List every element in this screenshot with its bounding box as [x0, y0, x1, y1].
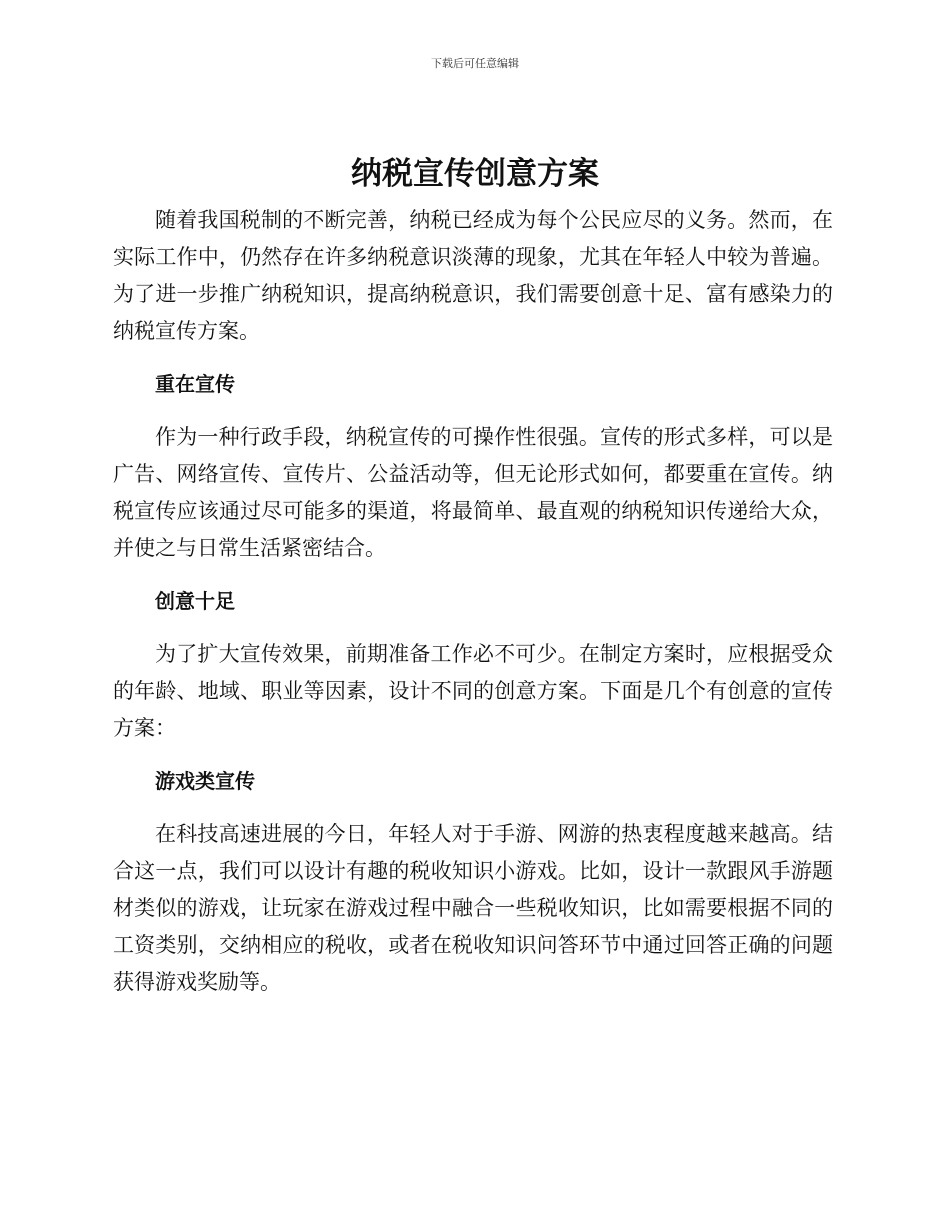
- section-heading-games: 游戏类宣传: [155, 769, 255, 793]
- document-body: [113, 202, 833, 1001]
- section-paragraph-publicity: 作为一种行政手段，纳税宣传的可操作性很强。宣传的形式多样，可以是广告、网络宣传、宣传片、公益活动等，但无论形式如何，都要重在宣传。纳税宣传应该通过尽可能多的渠道，将最简单、最直观的纳税知识传递给大众，并使之与日常生活紧密结合。: [113, 425, 833, 560]
- section-paragraph-creativity: 为了扩大宣传效果，前期准备工作必不可少。在制定方案时，应根据受众的年龄、地域、职业等因素，设计不同的创意方案。下面是几个有创意的宣传方案：: [113, 642, 833, 740]
- document-title: 纳税宣传创意方案: [351, 156, 599, 192]
- section-heading-creativity: 创意十足: [155, 589, 235, 613]
- section-paragraph-games: 在科技高速进展的今日，年轻人对于手游、网游的热衷程度越来越高。结合这一点，我们可以设计有趣的税收知识小游戏。比如，设计一款跟风手游题材类似的游戏，让玩家在游戏过程中融合一些税收知识，比如需要根据不同的工资类别，交纳相应的税收，或者在税收知识问答环节中通过回答正确的问题获得游戏奖励等。: [113, 822, 833, 994]
- header-note: 下载后可任意编辑: [431, 57, 519, 70]
- section-heading-publicity: 重在宣传: [155, 372, 235, 396]
- intro-paragraph: 随着我国税制的不断完善，纳税已经成为每个公民应尽的义务。然而，在实际工作中，仍然存在许多纳税意识淡薄的现象，尤其在年轻人中较为普遍。为了进一步推广纳税知识，提高纳税意识，我们需要创意十足、富有感染力的纳税宣传方案。: [113, 208, 833, 343]
